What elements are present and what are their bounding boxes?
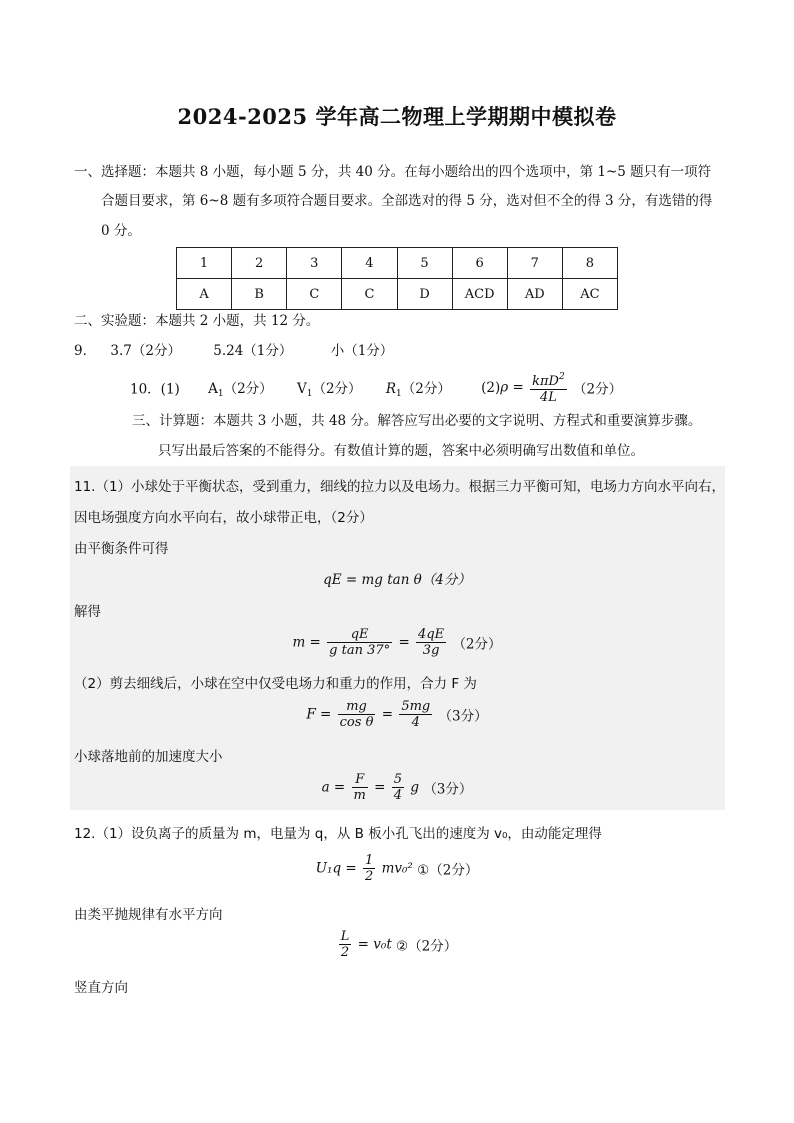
q11-line5: （2）剪去细线后，小球在空中仅受电场力和重力的作用，合力 F 为	[74, 676, 477, 692]
q12-eq1-f-num: 1	[365, 853, 374, 868]
table-cell: ACD	[452, 279, 507, 310]
q10-answer-2-var: V	[296, 380, 307, 397]
q9-number: 9．	[74, 343, 97, 359]
q12-line2: 由类平抛规律有水平方向	[74, 907, 223, 923]
q11-line2: 因电场强度方向水平向右，故小球带正电，（2分）	[74, 510, 373, 526]
q11-eq3-score: （3分）	[438, 708, 488, 725]
table-cell: 4	[342, 248, 397, 279]
q12-eq2-fraction	[339, 929, 352, 960]
q11-eq4-fraction-1	[352, 772, 368, 803]
q11-eq2-f1-den: g tan 37°	[329, 643, 391, 658]
q11-equation-2	[0, 627, 794, 658]
q11-line3: 由平衡条件可得	[74, 541, 169, 557]
section3-line2: 只写出最后答案的不能得分。有数值计算的题，答案中必须明确写出数值和单位。	[158, 443, 644, 459]
q9-answer-2: 5.24（1分）	[213, 343, 293, 359]
q10-answer-4-den: 4L	[539, 390, 557, 405]
answer-table	[176, 247, 618, 310]
table-cell: B	[232, 279, 287, 310]
q10-answer-1-var: A	[208, 380, 218, 397]
q11-eq3-equals: =	[381, 706, 394, 723]
q12-eq1-fraction	[363, 853, 375, 884]
q12-line1: 12.（1）设负离子的质量为 m，电量为 q，从 B 板小孔飞出的速度为 v₀，由动能定理得	[74, 826, 602, 842]
q11-eq4-f2-den: 4	[393, 788, 403, 803]
q11-eq4-f1-num: F	[352, 772, 368, 788]
q11-eq2-equals: =	[398, 634, 410, 651]
q11-eq3-f1-num: mg	[338, 699, 376, 715]
q9-line	[74, 339, 393, 359]
q12-eq1-f-den: 2	[365, 869, 374, 884]
q11-equation-4	[0, 772, 794, 803]
q10-answer-3-var: R	[385, 380, 397, 397]
q10-answer-1-score: （2分）	[223, 380, 273, 397]
q10-answer-3-score: （2分）	[401, 380, 451, 397]
q9-answer-1: 3.7（2分）	[110, 343, 181, 359]
q10-answer-1	[208, 381, 273, 397]
q11-eq4-f1-den: m	[353, 788, 366, 803]
q10-answer-4-label: (2)	[481, 379, 501, 396]
table-cell: 6	[452, 248, 507, 279]
q11-eq3-f1-den: cos θ	[339, 715, 374, 730]
q11-equation-1	[0, 568, 794, 588]
q12-equation-2	[0, 929, 794, 960]
q10-answer-2	[297, 381, 362, 397]
q11-eq2-f2-num: 4qE	[418, 627, 445, 642]
q11-eq2-fraction-1	[327, 627, 392, 658]
q11-eq2-score: （2分）	[452, 636, 502, 653]
table-cell: A	[177, 279, 232, 310]
section1-line3: 0 分。	[101, 223, 141, 239]
table-cell: 8	[562, 248, 617, 279]
table-cell: 2	[232, 248, 287, 279]
q10-answer-2-sub: 1	[306, 388, 313, 399]
q10-answer-4-fraction	[530, 370, 567, 405]
q11-line4: 解得	[74, 604, 101, 620]
table-cell: AD	[507, 279, 562, 310]
q11-eq2-fraction-2	[416, 627, 446, 658]
q11-eq3-f2-num: 5mg	[401, 699, 431, 714]
table-cell: 1	[177, 248, 232, 279]
q11-eq4-lhs: a =	[321, 779, 346, 796]
q11-eq3-f2-den: 4	[411, 715, 420, 730]
q10-answer-3	[386, 381, 451, 397]
table-cell: C	[342, 279, 397, 310]
q11-eq4-score: （3分）	[423, 781, 473, 798]
table-cell: 3	[287, 248, 342, 279]
q11-eq3-fraction-2	[399, 699, 432, 730]
section2-heading: 二、实验题：本题共 2 小题，共 12 分。	[74, 313, 320, 329]
q10-answer-4-num-sup: 2	[558, 372, 565, 382]
q12-eq1-lhs: U₁q =	[315, 860, 357, 877]
q12-eq1-tail: mv₀²	[381, 860, 413, 877]
table-cell: 5	[397, 248, 452, 279]
q11-line1: 11.（1）小球处于平衡状态，受到重力，细线的拉力以及电场力。根据三力平衡可知，电场力方向水平向右，	[74, 479, 726, 495]
q12-line3: 竖直方向	[74, 980, 128, 996]
q12-eq2-score: ②（2分）	[396, 938, 458, 955]
q10-answer-4-num: kπD	[532, 374, 559, 389]
q11-eq3-lhs: F =	[306, 706, 332, 723]
q10-number: 10．(1)	[130, 381, 180, 398]
q10-line	[130, 370, 622, 405]
q10-answer-2-score: （2分）	[312, 380, 362, 397]
table-cell: AC	[562, 279, 617, 310]
q11-equation-1-text: qE = mg tan θ（4分）	[323, 572, 471, 588]
q11-eq4-equals: =	[374, 779, 386, 796]
q11-eq4-fraction-2	[392, 772, 404, 803]
q11-eq4-tail: g	[410, 779, 420, 796]
q12-eq1-score: ①（2分）	[417, 862, 479, 879]
q10-answer-1-sub: 1	[217, 388, 224, 399]
page-title: 2024-2025 学年高二物理上学期期中模拟卷	[177, 104, 617, 129]
section3-line1: 三、计算题：本题共 3 小题，共 48 分。解答应写出必要的文字说明、方程式和重要演算步骤。	[132, 413, 702, 429]
section1-line1: 一、选择题：本题共 8 小题，每小题 5 分，共 40 分。在每小题给出的四个选项中，第 1~5 题只有一项符	[74, 164, 712, 180]
table-cell: C	[287, 279, 342, 310]
answer-table-number-row	[177, 248, 618, 279]
q12-equation-1	[0, 853, 794, 884]
q11-equation-3	[0, 699, 794, 730]
q12-eq2-f-den: 2	[340, 945, 350, 960]
q10-answer-3-sub: 1	[396, 388, 402, 399]
q9-answer-3: 小（1分）	[330, 343, 394, 359]
q10-answer-4-lhs: ρ =	[500, 379, 524, 396]
table-cell: 7	[507, 248, 562, 279]
q12-eq2-tail: = v₀t	[357, 936, 392, 953]
q11-eq4-f2-num: 5	[393, 772, 403, 787]
q12-eq2-f-num: L	[340, 929, 350, 944]
q11-line6: 小球落地前的加速度大小	[74, 749, 223, 765]
q11-eq2-f2-den: 3g	[422, 643, 440, 658]
table-cell: D	[397, 279, 452, 310]
q10-answer-4-score: （2分）	[573, 381, 623, 398]
q11-eq3-fraction-1	[338, 699, 376, 730]
answer-table-answer-row	[177, 279, 618, 310]
q11-eq2-lhs: m =	[292, 634, 321, 651]
section1-line2: 合题目要求，第 6~8 题有多项符合题目要求。全部选对的得 5 分，选对但不全的得 3 分，有选错的得	[101, 193, 713, 209]
q11-eq2-f1-num: qE	[327, 627, 392, 643]
